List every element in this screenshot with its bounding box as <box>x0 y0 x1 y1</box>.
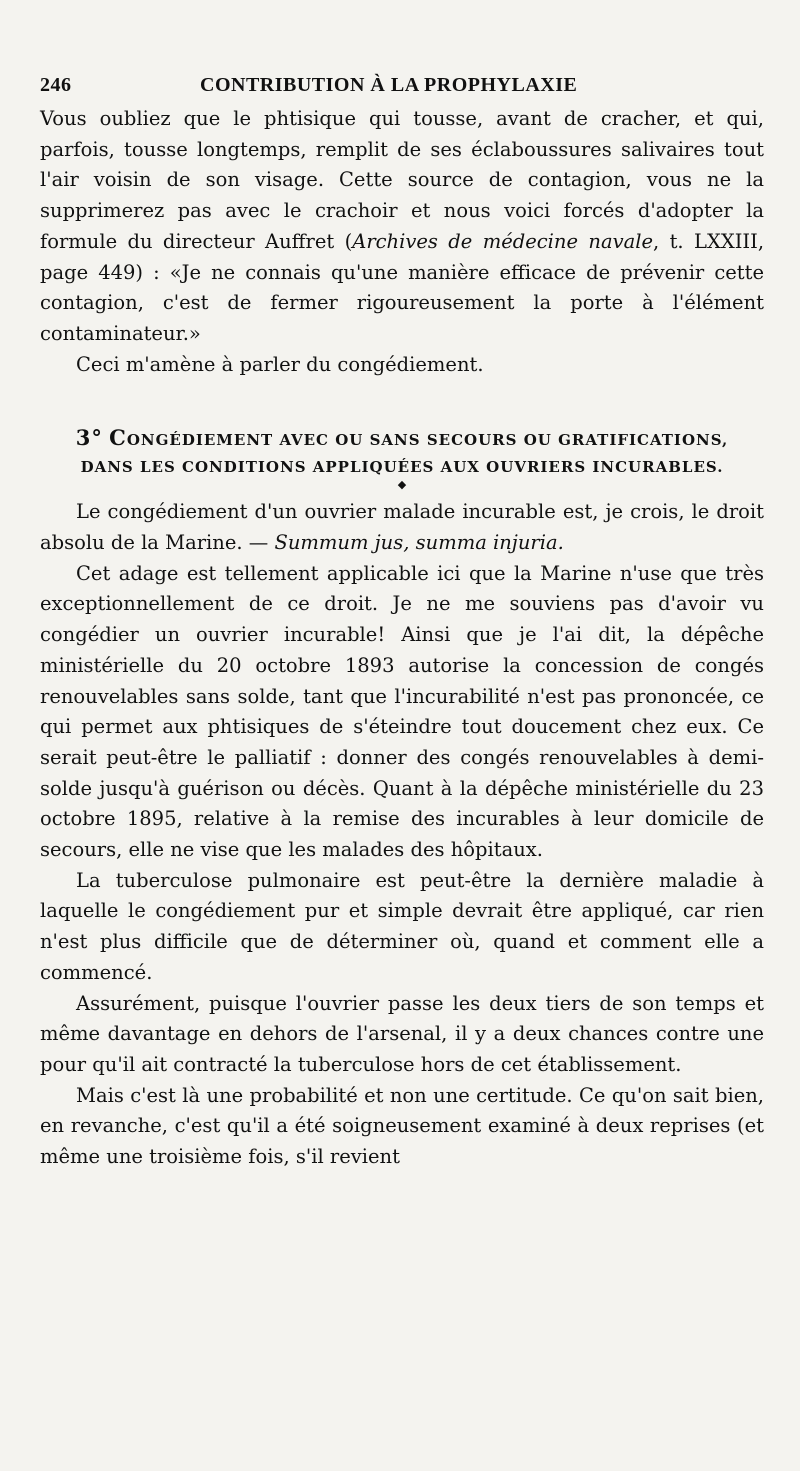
running-title: CONTRIBUTION À LA PROPHYLAXIE <box>200 74 578 96</box>
paragraph-tuberculose: La tuberculose pulmonaire est peut-être la dernière maladie à laquelle le congédiement pur et simple devrait être appliqué, car rien n'est plus difficile que de déterminer où, quand et comment elle a commencé. <box>40 868 764 984</box>
paragraph-probabilite: Mais c'est là une probabilité et non une certitude. Ce qu'on sait bien, en revanche, c'est qu'il a été soigneusement examiné à deux reprises (et même une troisième fois, s'il revient <box>40 1083 764 1169</box>
section-title-rest: ONGÉDIEMENT AVEC OU SANS SECOURS OU GRATIFICATIONS, <box>126 431 729 450</box>
maxim-italic: Summum jus, summa injuria. <box>274 531 564 555</box>
paragraph-transition: Ceci m'amène à parler du congédiement. <box>76 352 484 376</box>
paragraph-text: Le congédiement d'un ouvrier malade incurable est, je crois, le droit absolu de la Marine. — <box>40 500 764 555</box>
section-initial: C <box>109 425 127 451</box>
paragraph-text: , t. LXXIII, page 449) : «Je ne connais qu'une manière efficace de prévenir cette contagion, c'est de fermer rigoureusement la porte à l'élément contaminateur.» <box>40 229 765 345</box>
paragraph-adage: Cet adage est tellement applicable ici que la Marine n'use que très exceptionnellement de ce droit. Je ne me souviens pas d'avoir vu congédier un ouvrier incurable! Ainsi que je l'ai dit, la dépêche ministérielle du 20 octobre 1893 autorise la concession de congés renouvelables sans solde, tant que l'incurabilité n'est pas prononcée, ce qui permet aux phtisiques de s'éteindre tout doucement chez eux. Ce serait peut-être le palliatif : donner des congés renouvelables à demi-solde jusqu'à guérison ou décès. Quant à la dépêche ministérielle du 23 octobre 1895, relative à la remise des incurables à leur domicile de secours, elle ne vise que les malades des hôpitaux. <box>40 561 764 862</box>
section-heading <box>40 424 764 481</box>
paragraph-congediement <box>40 497 764 558</box>
running-header <box>40 74 764 104</box>
section-number: 3° <box>75 425 103 451</box>
section-heading-line2: DANS LES CONDITIONS APPLIQUÉES AUX OUVRIERS INCURABLES. <box>80 458 724 477</box>
paragraph-contagion <box>40 104 764 350</box>
ornament-mark: ◆ <box>397 478 407 492</box>
book-page <box>40 74 764 1173</box>
paragraph-text: Vous oubliez que le phtisique qui tousse, avant de cracher, et qui, parfois, tousse longtemps, remplit de ses éclaboussures salivaires tout l'air voisin de son visage. Cette source de contagion, vous ne la supprimerez pas avec le crachoir et nous voici forcés d'adopter la formule du directeur Auffret ( <box>40 107 764 253</box>
citation-italic: Archives de médecine navale <box>352 229 653 253</box>
page-number: 246 <box>40 74 72 96</box>
paragraph-assurement: Assurément, puisque l'ouvrier passe les deux tiers de son temps et même davantage en dehors de l'arsenal, il y a deux chances contre une pour qu'il ait contracté la tuberculose hors de cet établissement. <box>40 991 764 1076</box>
section-heading-line1 <box>40 424 764 454</box>
